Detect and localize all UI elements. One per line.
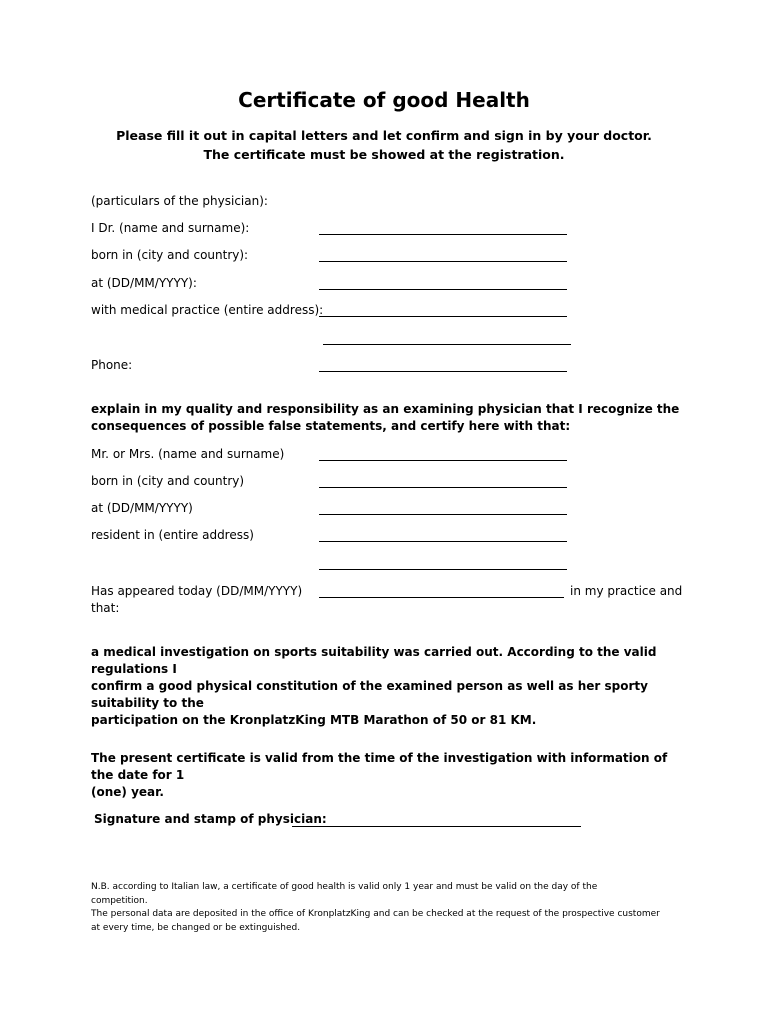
document-title: Certificate of good Health	[238, 88, 530, 112]
appeared-suffix: in my practice and	[570, 584, 683, 598]
footnote-line-1: N.B. according to Italian law, a certificate of good health is valid only 1 year and must be valid on the day of the	[91, 882, 598, 892]
physician-born-label: born in (city and country):	[91, 248, 249, 262]
physician-phone-label: Phone:	[91, 358, 133, 372]
investigation-line-1: a medical investigation on sports suitability was carried out. According to the valid regulations I	[91, 645, 657, 676]
signature-field[interactable]	[292, 825, 581, 827]
investigation-line-3: participation on the KronplatzKing MTB Marathon of 50 or 81 KM.	[91, 713, 537, 727]
appeared-date-field[interactable]	[319, 596, 564, 598]
footnotes	[91, 881, 691, 935]
athlete-name-label: Mr. or Mrs. (name and surname)	[91, 447, 285, 461]
athlete-name-field[interactable]	[319, 459, 567, 461]
physician-practice-field-2[interactable]	[323, 343, 571, 345]
signature-label: Signature and stamp of physician:	[94, 812, 327, 826]
investigation-line-2: confirm a good physical constitution of the examined person as well as her sporty suitability to the	[91, 679, 648, 710]
instructions-line-1: Please fill it out in capital letters and let confirm and sign in by your doctor.	[116, 128, 652, 143]
declaration-line-2: consequences of possible false statements, and certify here with that:	[91, 419, 571, 433]
athlete-born-field[interactable]	[319, 486, 567, 488]
physician-practice-label: with medical practice (entire address):	[91, 303, 324, 317]
athlete-born-label: born in (city and country)	[91, 474, 245, 488]
footnote-line-3: The personal data are deposited in the office of KronplatzKing and can be checked at the request of the prospective customer	[91, 909, 660, 919]
validity-paragraph	[91, 750, 681, 801]
footnote-line-2: competition.	[91, 895, 148, 906]
instructions-line-2: The certificate must be showed at the registration.	[203, 147, 565, 162]
physician-phone-field[interactable]	[319, 370, 567, 372]
athlete-date-field[interactable]	[319, 513, 567, 515]
athlete-resident-field[interactable]	[319, 540, 567, 542]
footnote-line-4: at every time, be changed or be extinguished.	[91, 922, 301, 933]
athlete-date-label: at (DD/MM/YYYY)	[91, 501, 193, 515]
validity-line-1: The present certificate is valid from the time of the investigation with information of the date for 1	[91, 751, 668, 782]
physician-name-label: I Dr. (name and surname):	[91, 221, 250, 235]
physician-section-header: (particulars of the physician):	[91, 194, 268, 208]
physician-born-field[interactable]	[319, 260, 567, 262]
declaration-line-1: explain in my quality and responsibility as an examining physician that I recognize the	[91, 402, 680, 416]
appeared-suffix-2: that:	[91, 601, 120, 615]
declaration-paragraph	[91, 401, 681, 435]
athlete-resident-label: resident in (entire address)	[91, 528, 254, 542]
physician-date-label: at (DD/MM/YYYY):	[91, 276, 197, 290]
appeared-label: Has appeared today (DD/MM/YYYY)	[91, 584, 303, 598]
investigation-paragraph	[91, 644, 681, 729]
physician-practice-field[interactable]	[319, 315, 567, 317]
validity-line-2: (one) year.	[91, 785, 164, 799]
physician-name-field[interactable]	[319, 233, 567, 235]
athlete-resident-field-2[interactable]	[319, 568, 567, 570]
physician-date-field[interactable]	[319, 288, 567, 290]
